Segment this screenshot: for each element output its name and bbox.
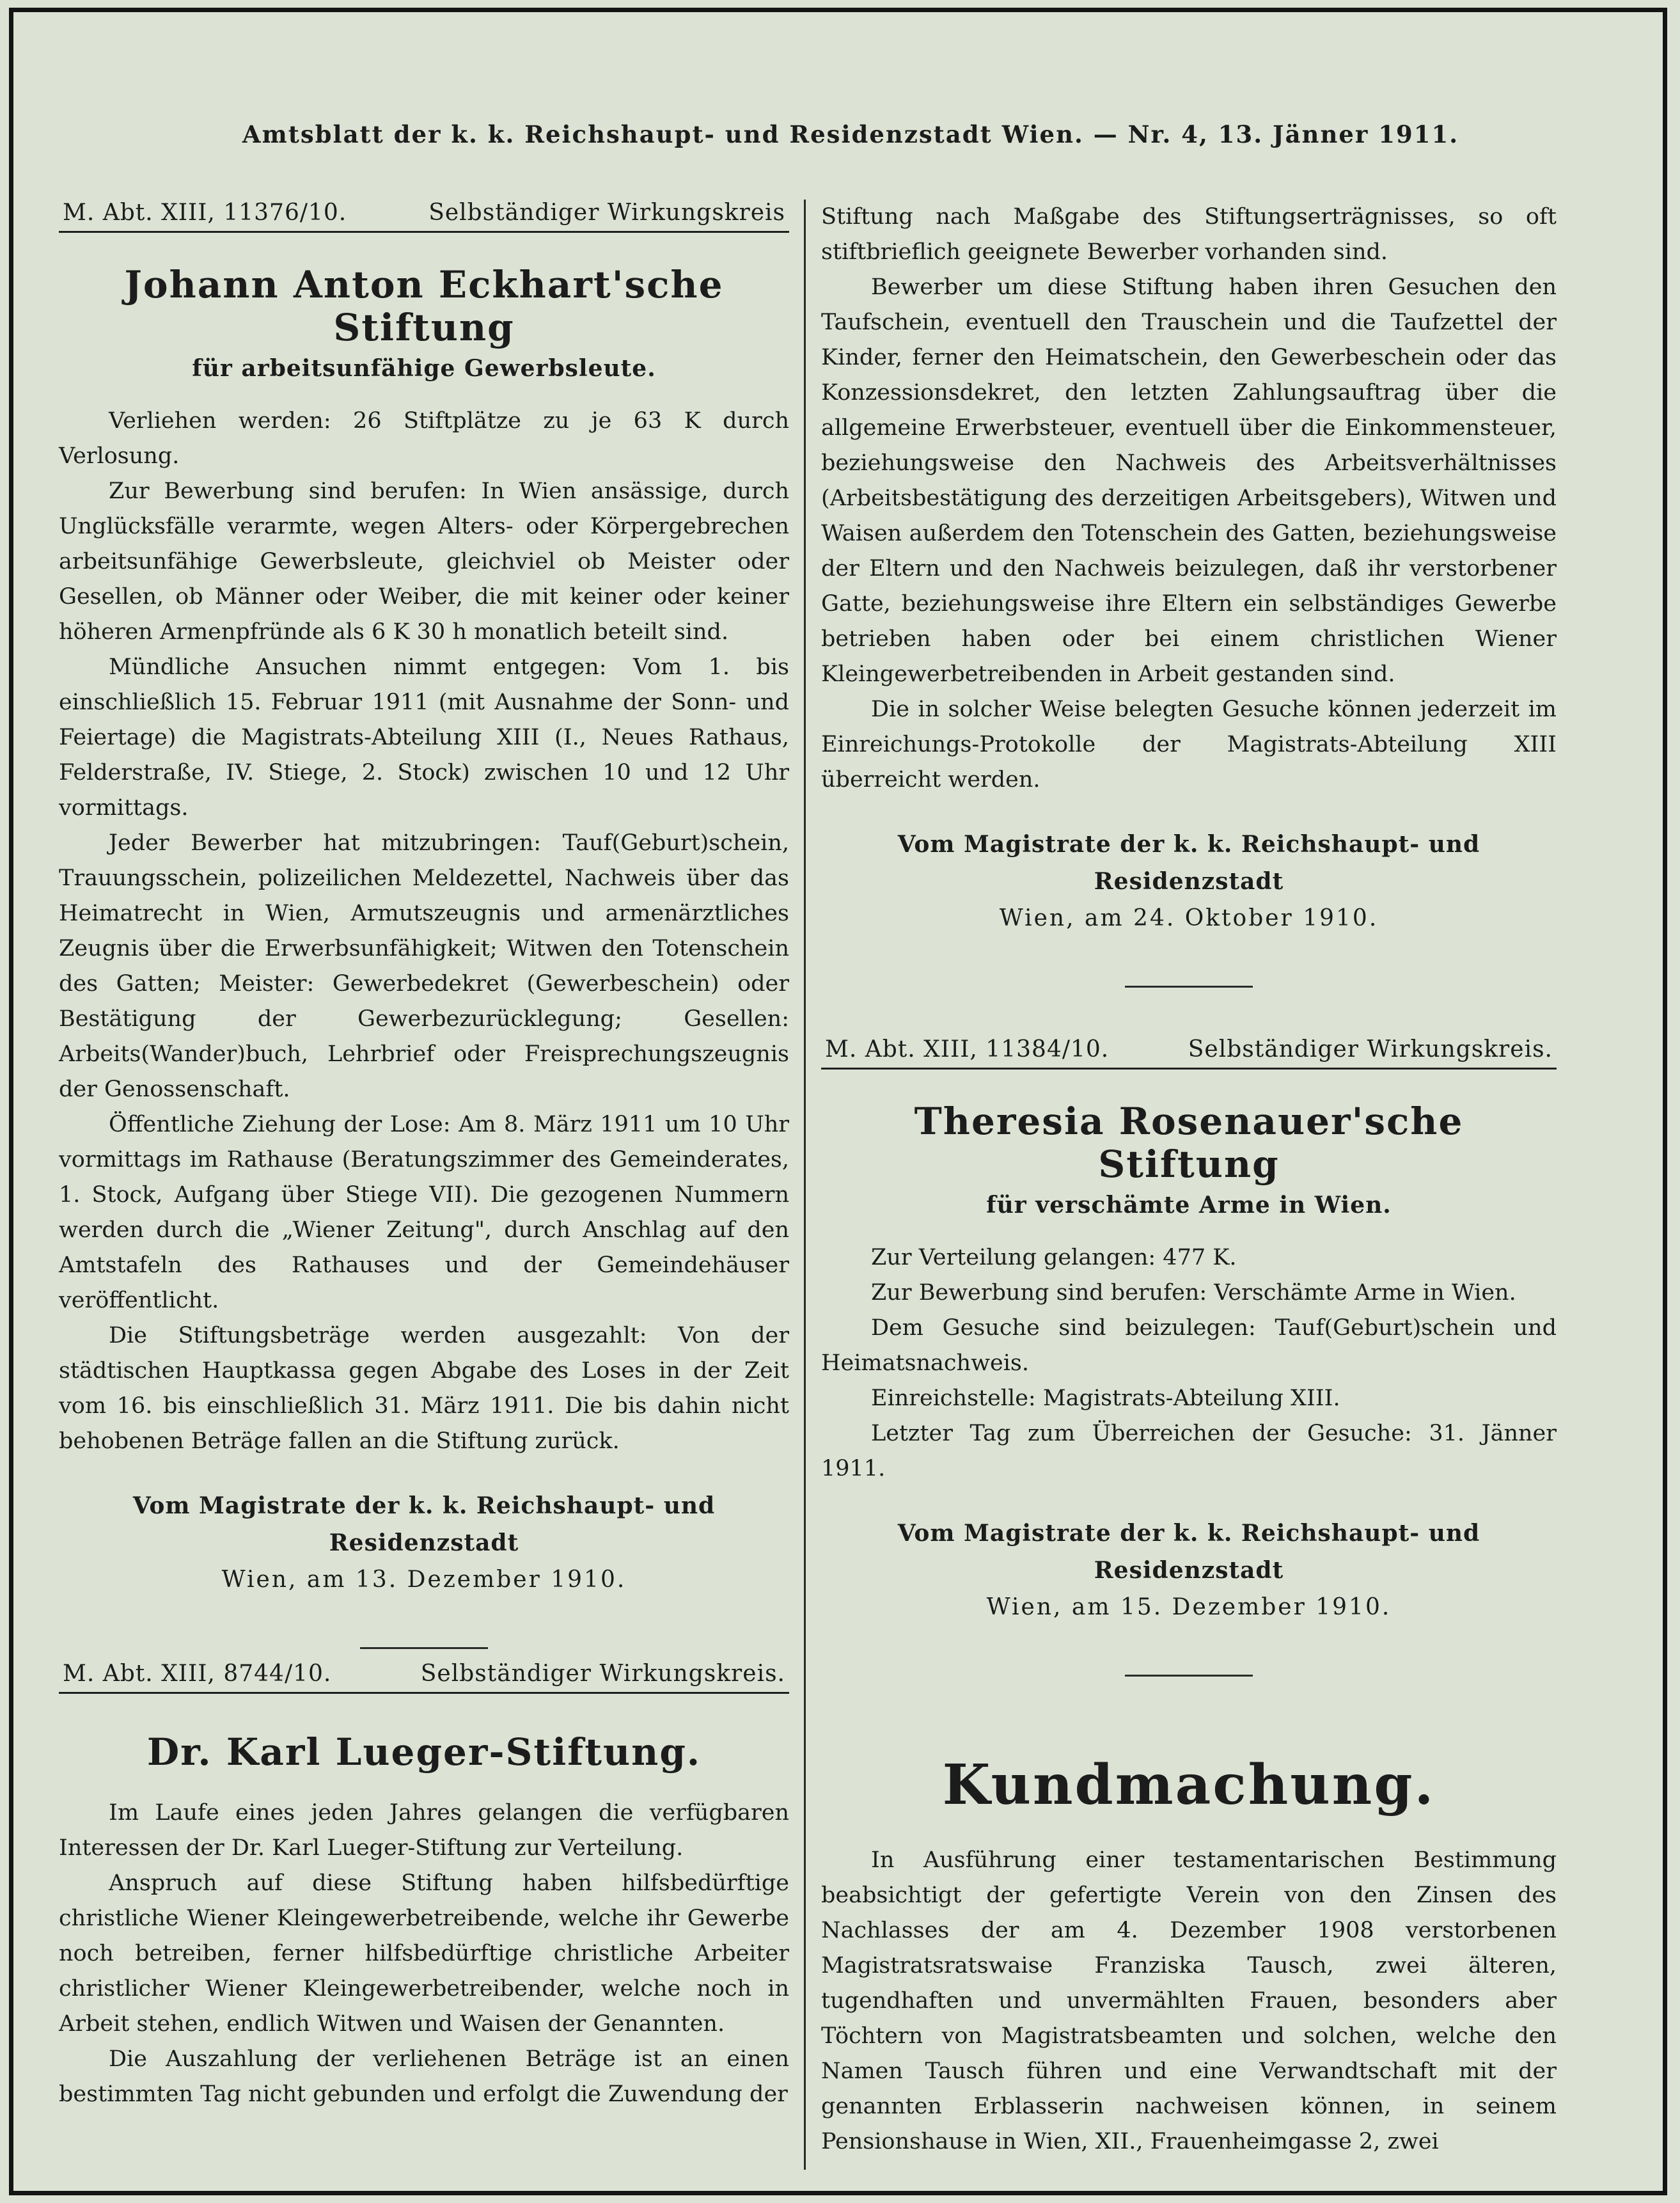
- signoff: [821, 826, 1557, 937]
- paragraph: Jeder Bewerber hat mitzubringen: Tauf(Geburt)schein, Trauungsschein, polizeilichen Meldezettel, Nachweis über das Heimatrecht in Wien, Armutszeugnis und armenärztliches Zeugnis über die Erwerbsunfähigkeit; Witwen den Totenschein des Gatten; Meister: Gewerbedekret (Gewerbeschein) oder Bestätigung der Gewerbezurücklegung; Gesellen: Arbeits(Wander)buch, Lehrbrief oder Freisprechungszeugnis der Genossenschaft.: [59, 830, 789, 1103]
- signoff: [821, 1515, 1557, 1626]
- reference-number: M. Abt. XIII, 8744/10.: [63, 1661, 332, 1687]
- reference-number: M. Abt. XIII, 11376/10.: [63, 200, 347, 226]
- lueger-section: [59, 1661, 789, 2112]
- section-title: Dr. Karl Lueger-Stiftung.: [146, 1730, 702, 1774]
- lueger-continuation: [821, 200, 1557, 988]
- scope-label: Selbständiger Wirkungskreis: [428, 200, 785, 226]
- section-body: [821, 200, 1557, 798]
- paragraph: Stiftung nach Maßgabe des Stiftungserträgnisses, so oft stiftbrieflich geeignete Bewerber vorhanden sind.: [821, 204, 1557, 265]
- section-meta: [59, 200, 789, 233]
- section-body: [59, 1796, 789, 2112]
- kundmachung-section: [821, 1753, 1557, 2160]
- scope-label: Selbständiger Wirkungskreis.: [420, 1661, 785, 1687]
- paragraph: Zur Bewerbung sind berufen: Verschämte Arme in Wien.: [871, 1280, 1516, 1306]
- paragraph: Dem Gesuche sind beizulegen: Tauf(Geburt)schein und Heimatsnachweis.: [821, 1315, 1557, 1377]
- rosenauer-section: [821, 1036, 1557, 1677]
- section-body: [59, 404, 789, 1459]
- eckhart-section: [59, 200, 789, 1649]
- scope-label: Selbständiger Wirkungskreis.: [1188, 1036, 1553, 1062]
- signoff-authority: Vom Magistrate der k. k. Reichshaupt- und Residenzstadt: [897, 1520, 1480, 1584]
- section-title: Kundmachung.: [942, 1753, 1436, 1817]
- paragraph: Die in solcher Weise belegten Gesuche können jederzeit im Einreichungs-Protokolle der Magistrats-Abteilung XIII überreicht werden.: [821, 697, 1557, 793]
- section-title: Johann Anton Eckhart'sche Stiftung: [124, 263, 724, 349]
- section-rule: [1125, 986, 1253, 988]
- section-subtitle: für arbeitsunfähige Gewerbsleute.: [192, 355, 656, 383]
- section-title: Theresia Rosenauer'sche Stiftung: [914, 1100, 1464, 1186]
- signoff-place-date: Wien, am 15. Dezember 1910.: [986, 1594, 1392, 1621]
- paragraph: Bewerber um diese Stiftung haben ihren Gesuchen den Taufschein, eventuell den Trauschein und die Taufzettel der Kinder, ferner den Heimatschein, den Gewerbeschein oder das Konzessionsdekret, den letzten Zahlungsauftrag über die allgemeine Erwerbsteuer, eventuell über die Einkommensteuer, beziehungsweise den Nachweis des Arbeitsverhältnisses (Arbeitsbestätigung des derzeitigen Arbeitsgebers), Witwen und Waisen außerdem den Totenschein des Gatten, beziehungsweise der Eltern und den Nachweis beizulegen, daß ihr verstorbener Gatte, beziehungsweise ihre Eltern ein selbständiges Gewerbe betrieben haben oder bei einem christlichen Wiener Kleingewerbetreibenden in Arbeit gestanden sind.: [821, 274, 1557, 687]
- paragraph: Letzter Tag zum Überreichen der Gesuche: 31. Jänner 1911.: [821, 1421, 1557, 1482]
- paragraph: Die Auszahlung der verliehenen Beträge ist an einen bestimmten Tag nicht gebunden und erfolgt die Zuwendung der: [59, 2046, 789, 2107]
- section-meta: [59, 1661, 789, 1694]
- page-header: Amtsblatt der k. k. Reichshaupt- und Residenzstadt Wien. — Nr. 4, 13. Jänner 1911.: [242, 120, 1459, 148]
- paragraph: In Ausführung einer testamentarischen Bestimmung beabsichtigt der gefertigte Verein von den Zinsen des Nachlasses der am 4. Dezember 1908 verstorbenen Magistratsratswaise Franziska Tausch, zwei älteren, tugendhaften und unvermählten Frauen, besonders aber Töchtern von Magistratsbeamten und solchen, welche den Namen Tausch führen und eine Verwandtschaft mit der genannten Erblasserin nachweisen können, in seinem Pensionshause in Wien, XII., Frauenheimgasse 2, zwei: [821, 1847, 1557, 2154]
- section-body: [821, 1240, 1557, 1487]
- section-body: [821, 1843, 1557, 2160]
- section-meta: [821, 1036, 1557, 1070]
- paragraph: Die Stiftungsbeträge werden ausgezahlt: Von der städtischen Hauptkassa gegen Abgabe des Loses in der Zeit vom 16. bis einschließlich 31. März 1911. Die bis dahin nicht behobenen Beträge fallen an die Stiftung zurück.: [59, 1323, 789, 1455]
- paragraph: Öffentliche Ziehung der Lose: Am 8. März 1911 um 10 Uhr vormittags im Rathause (Beratungszimmer des Gemeinderates, 1. Stock, Aufgang über Stiege VII). Die gezogenen Nummern werden durch die „Wiener Zeitung", durch Anschlag auf den Amtstafeln des Rathauses und der Gemeindehäuser veröffentlicht.: [59, 1112, 789, 1314]
- signoff-authority: Vom Magistrate der k. k. Reichshaupt- und Residenzstadt: [132, 1492, 716, 1557]
- paragraph: Anspruch auf diese Stiftung haben hilfsbedürftige christliche Wiener Kleingewerbetreibende, welche ihr Gewerbe noch betreiben, ferner hilfsbedürftige christliche Arbeiter christlicher Wiener Kleingewerbetreibender, welche noch in Arbeit stehen, endlich Witwen und Waisen der Genannten.: [59, 1870, 789, 2037]
- signoff-authority: Vom Magistrate der k. k. Reichshaupt- und Residenzstadt: [897, 831, 1480, 895]
- paragraph: Verliehen werden: 26 Stiftplätze zu je 63 K durch Verlosung.: [59, 408, 789, 470]
- reference-number: M. Abt. XIII, 11384/10.: [825, 1036, 1110, 1062]
- paragraph: Zur Verteilung gelangen: 477 K.: [871, 1245, 1237, 1271]
- signoff-place-date: Wien, am 13. Dezember 1910.: [221, 1567, 627, 1593]
- signoff: [59, 1487, 789, 1599]
- signoff-place-date: Wien, am 24. Oktober 1910.: [999, 905, 1379, 931]
- section-rule: [1125, 1675, 1253, 1677]
- column-divider: [804, 200, 806, 2170]
- paragraph: Einreichstelle: Magistrats-Abteilung XIII.: [871, 1386, 1340, 1412]
- paragraph: Mündliche Ansuchen nimmt entgegen: Vom 1. bis einschließlich 15. Februar 1911 (mit Ausnahme der Sonn- und Feiertage) die Magistrats-Abteilung XIII (I., Neues Rathaus, Felderstraße, IV. Stiege, 2. Stock) zwischen 10 und 12 Uhr vormittags.: [59, 654, 789, 821]
- paragraph: Im Laufe eines jeden Jahres gelangen die verfügbaren Interessen der Dr. Karl Lueger-Stiftung zur Verteilung.: [59, 1799, 789, 1861]
- section-rule: [360, 1647, 488, 1649]
- paragraph: Zur Bewerbung sind berufen: In Wien ansässige, durch Unglücksfälle verarmte, wegen Alters- oder Körpergebrechen arbeitsunfähige Gewerbsleute, gleichviel ob Meister oder Gesellen, ob Männer oder Weiber, die mit keiner oder keiner höheren Armenpfründe als 6 K 30 h monatlich beteilt sind.: [59, 478, 789, 645]
- section-subtitle: für verschämte Arme in Wien.: [986, 1192, 1392, 1219]
